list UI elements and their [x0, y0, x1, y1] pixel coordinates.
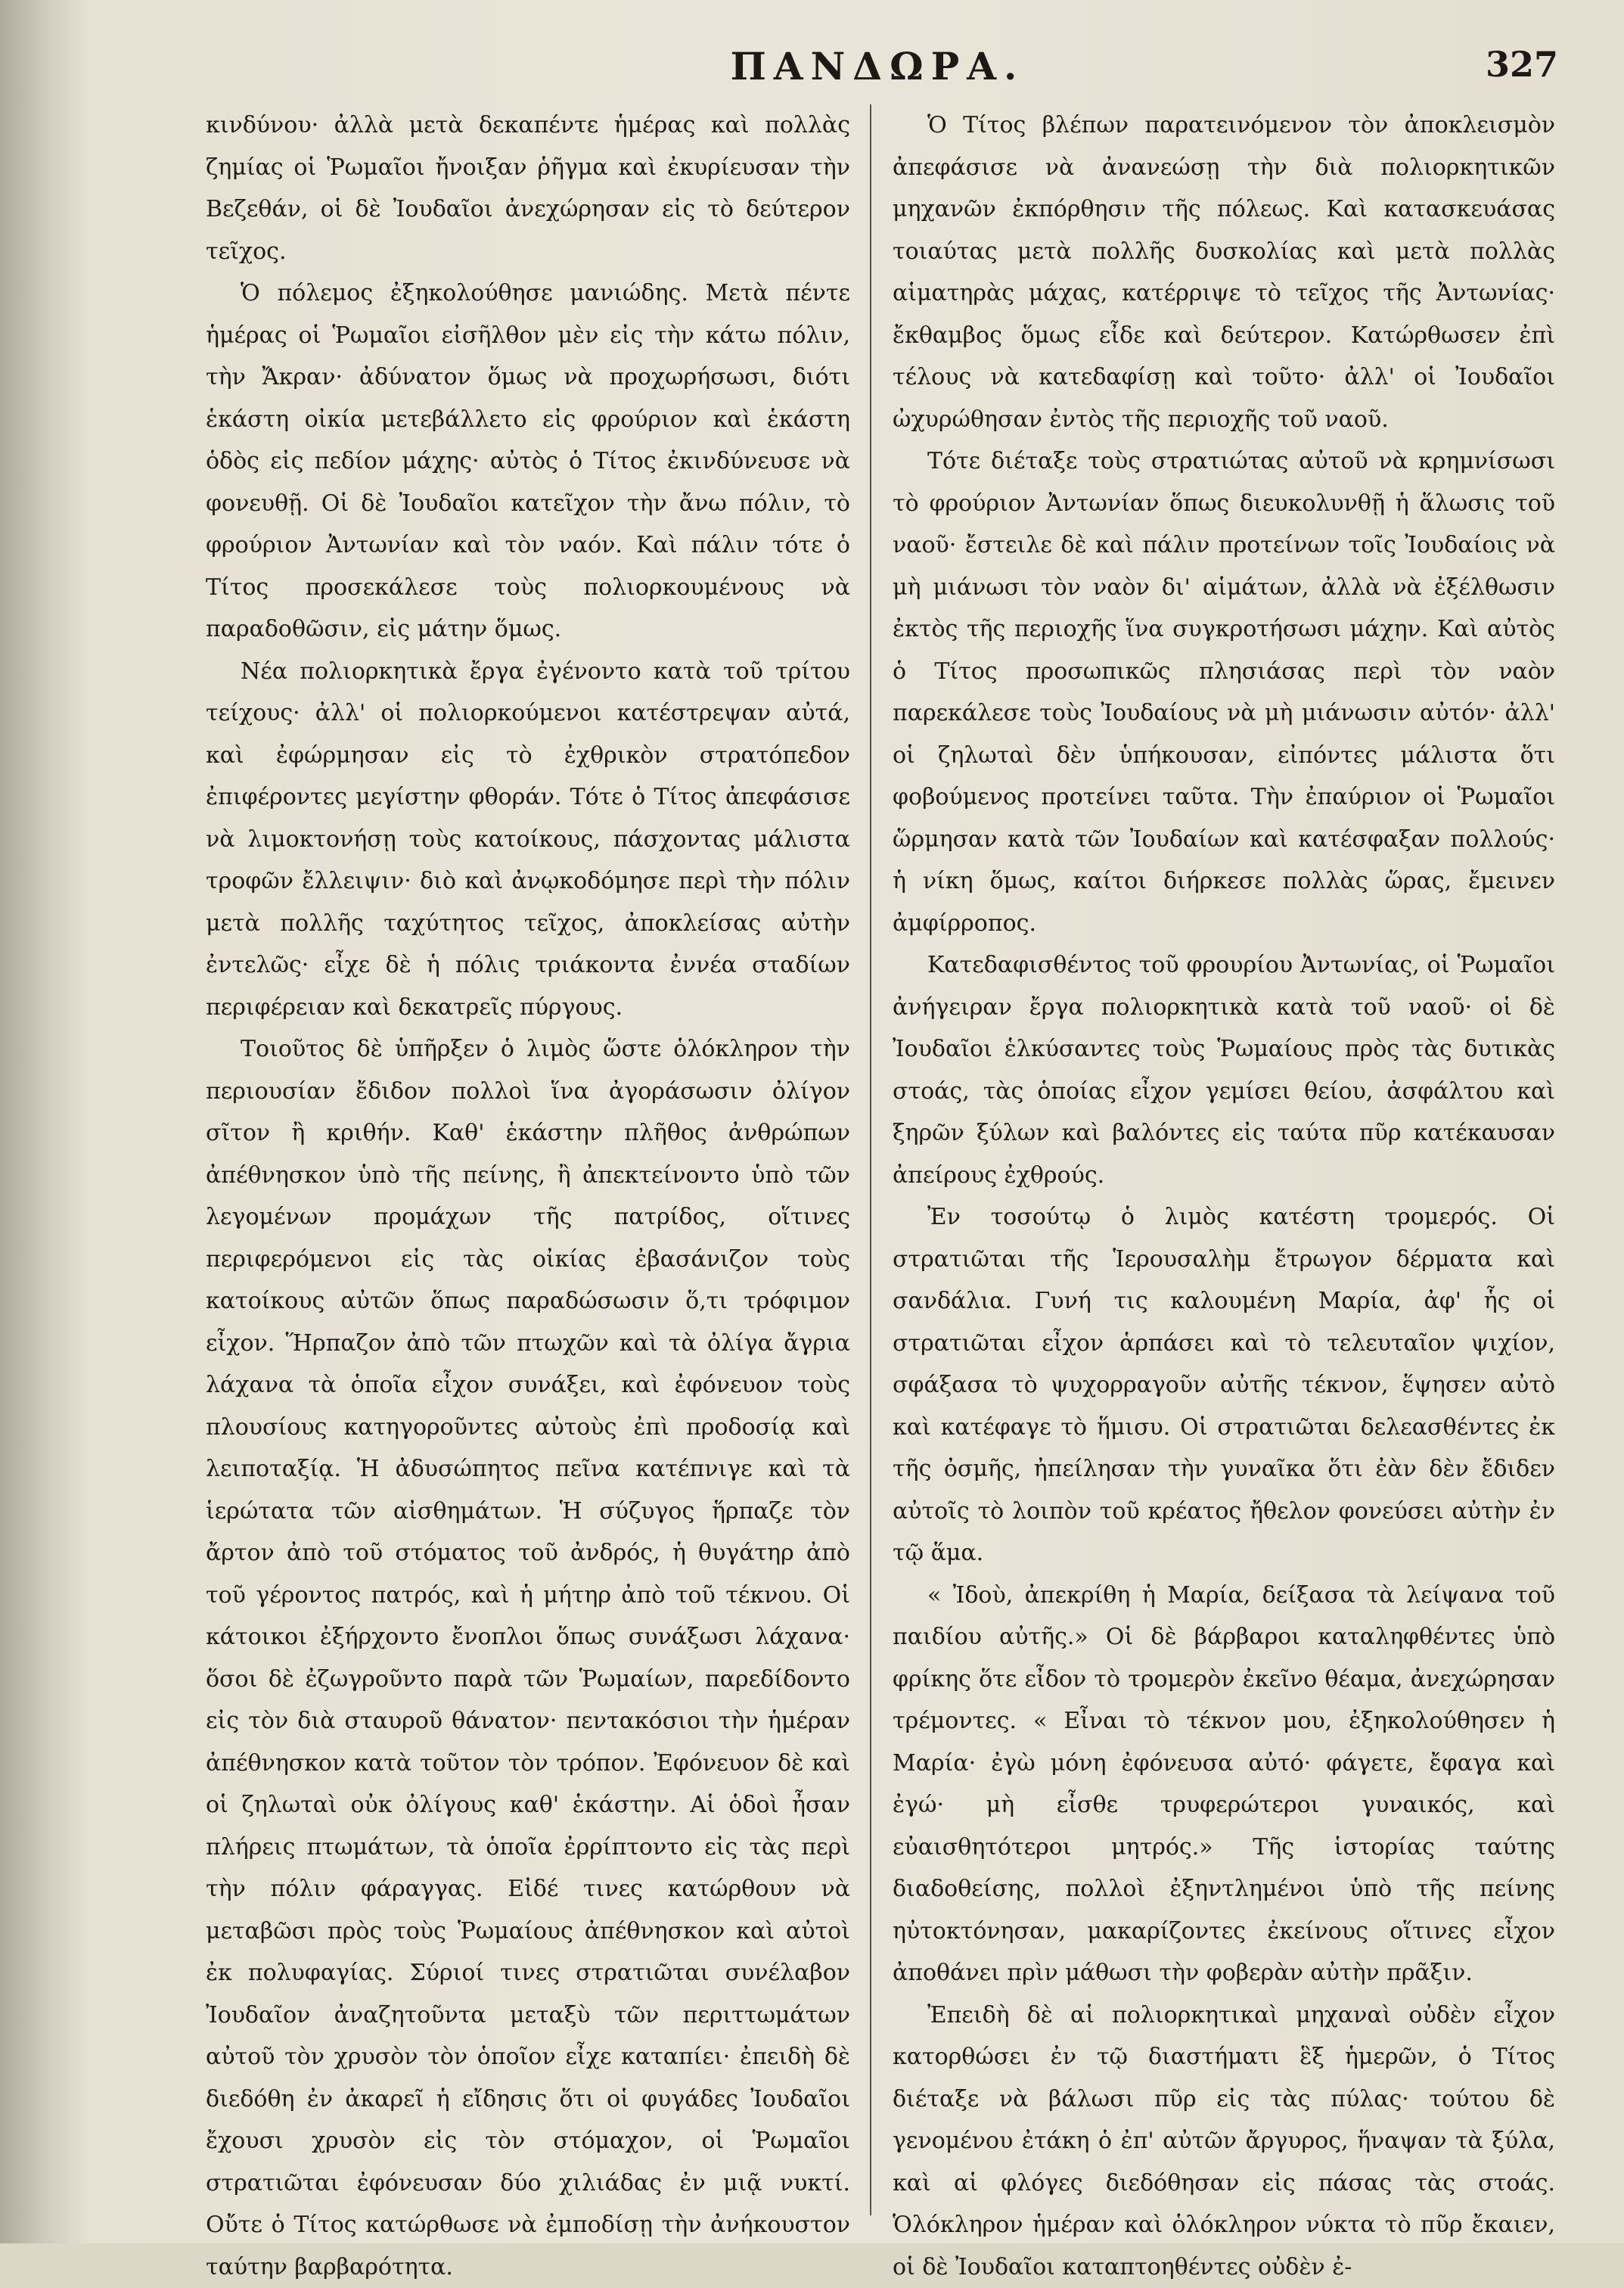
paragraph: Ἐπειδὴ δὲ αἱ πολιορκητικαὶ μηχαναὶ οὐδὲν εἶχον κατορθώσει ἐν τῷ διαστήματι ἓξ ἡμερῶν, ὁ Τίτος διέταξε νὰ βάλωσι πῦρ εἰς τὰς πύλας· τούτου δὲ γενομένου ἐτάκη ὁ ἐπ' αὐτῶν ἄργυρος, ἥναψαν τὰ ξύλα, καὶ αἱ φλόγες διεδόθησαν εἰς πάσας τὰς στοάς. Ὁλόκληρον ἡμέραν καὶ ὁλόκληρον νύκτα τὸ πῦρ ἔκαιεν, οἱ δὲ Ἰουδαῖοι καταπτοηθέντες οὐδὲν ἐ- — [893, 1994, 1555, 2288]
paragraph: κινδύνου· ἀλλὰ μετὰ δεκαπέντε ἡμέρας καὶ πολλὰς ζημίας οἱ Ῥωμαῖοι ἤνοιξαν ῥῆγμα καὶ ἐκυρίευσαν τὴν Βεζεθάν, οἱ δὲ Ἰουδαῖοι ἀνεχώρησαν εἰς τὸ δεύτερον τεῖχος. — [206, 104, 850, 272]
left-column — [206, 104, 850, 2288]
paragraph: Τοιοῦτος δὲ ὑπῆρξεν ὁ λιμὸς ὥστε ὁλόκληρον τὴν περιουσίαν ἔδιδον πολλοὶ ἵνα ἀγοράσωσιν ὀλίγον σῖτον ἢ κριθήν. Καθ' ἑκάστην πλῆθος ἀνθρώπων ἀπέθνησκον ὑπὸ τῆς πείνης, ἢ ἀπεκτείνοντο ὑπὸ τῶν λεγομένων προμάχων τῆς πατρίδος, οἵτινες περιφερόμενοι εἰς τὰς οἰκίας ἐβασάνιζον τοὺς κατοίκους αὐτῶν ὅπως παραδώσωσιν ὅ,τι τρόφιμον εἶχον. Ἥρπαζον ἀπὸ τῶν πτωχῶν καὶ τὰ ὀλίγα ἄγρια λάχανα τὰ ὁποῖα εἶχον συνάξει, καὶ ἐφόνευον τοὺς πλουσίους κατηγοροῦντες αὐτοὺς ἐπὶ προδοσίᾳ καὶ λειποταξίᾳ. Ἡ ἀδυσώπητος πεῖνα κατέπνιγε καὶ τὰ ἱερώτατα τῶν αἰσθημάτων. Ἡ σύζυγος ἥρπαζε τὸν ἄρτον ἀπὸ τοῦ στόματος τοῦ ἀνδρός, ἡ θυγάτηρ ἀπὸ τοῦ γέροντος πατρός, καὶ ἡ μήτηρ ἀπὸ τοῦ τέκνου. Οἱ κάτοικοι ἐξήρχοντο ἔνοπλοι ὅπως συνάξωσι λάχανα· ὅσοι δὲ ἐζωγροῦντο παρὰ τῶν Ῥωμαίων, παρεδίδοντο εἰς τὸν διὰ σταυροῦ θάνατον· πεντακόσιοι τὴν ἡμέραν ἀπέθνησκον κατὰ τοῦτον τὸν τρόπον. Ἐφόνευον δὲ καὶ οἱ ζηλωταὶ οὐκ ὀλίγους καθ' ἑκάστην. Αἱ ὁδοὶ ἦσαν πλήρεις πτωμάτων, τὰ ὁποῖα ἐρρίπτοντο εἰς τὰς περὶ τὴν πόλιν φάραγγας. Εἰδέ τινες κατώρθουν νὰ μεταβῶσι πρὸς τοὺς Ῥωμαίους ἀπέθνησκον καὶ αὐτοὶ ἐκ πολυφαγίας. Σύριοί τινες στρατιῶται συνέλαβον Ἰουδαῖον ἀναζητοῦντα μεταξὺ τῶν περιττωμάτων αὐτοῦ τὸν χρυσὸν τὸν ὁποῖον εἶχε καταπίει· ἐπειδὴ δὲ διεδόθη ἐν ἀκαρεῖ ἡ εἴδησις ὅτι οἱ φυγάδες Ἰουδαῖοι ἔχουσι χρυσὸν εἰς τὸν στόμαχον, οἱ Ῥωμαῖοι στρατιῶται ἐφόνευσαν δύο χιλιάδας ἐν μιᾷ νυκτί. Οὔτε ὁ Τίτος κατώρθωσε νὰ ἐμποδίσῃ τὴν ἀνήκουστον ταύτην βαρβαρότητα. — [206, 1028, 850, 2288]
running-title: ΠΑΝΔΩΡΑ. — [197, 44, 1558, 89]
right-column — [893, 104, 1555, 2288]
page-header — [197, 44, 1558, 97]
paragraph: Ὁ πόλεμος ἐξηκολούθησε μανιώδης. Μετὰ πέντε ἡμέρας οἱ Ῥωμαῖοι εἰσῆλθον μὲν εἰς τὴν κάτω πόλιν, τὴν Ἄκραν· ἀδύνατον ὅμως νὰ προχωρήσωσι, διότι ἑκάστη οἰκία μετεβάλλετο εἰς φρούριον καὶ ἑκάστη ὁδὸς εἰς πεδίον μάχης· αὐτὸς ὁ Τίτος ἐκινδύνευσε νὰ φονευθῇ. Οἱ δὲ Ἰουδαῖοι κατεῖχον τὴν ἄνω πόλιν, τὸ φρούριον Ἀντωνίαν καὶ τὸν ναόν. Καὶ πάλιν τότε ὁ Τίτος προσεκάλεσε τοὺς πολιορκουμένους νὰ παραδοθῶσιν, εἰς μάτην ὅμως. — [206, 272, 850, 651]
paragraph: Ὁ Τίτος βλέπων παρατεινόμενον τὸν ἀποκλεισμὸν ἀπεφάσισε νὰ ἀνανεώσῃ τὴν διὰ πολιορκητικῶν μηχανῶν ἐκπόρθησιν τῆς πόλεως. Καὶ κατασκευάσας τοιαύτας μετὰ πολλῆς δυσκολίας καὶ μετὰ πολλὰς αἱματηρὰς μάχας, κατέρριψε τὸ τεῖχος τῆς Ἀντωνίας· ἔκθαμβος ὅμως εἶδε καὶ δεύτερον. Κατώρθωσεν ἐπὶ τέλους νὰ κατεδαφίσῃ καὶ τοῦτο· ἀλλ' οἱ Ἰουδαῖοι ὠχυρώθησαν ἐντὸς τῆς περιοχῆς τοῦ ναοῦ. — [893, 104, 1555, 440]
page-number: 327 — [1486, 44, 1558, 85]
paragraph: Ἐν τοσούτῳ ὁ λιμὸς κατέστη τρομερός. Οἱ στρατιῶται τῆς Ἱερουσαλὴμ ἔτρωγον δέρματα καὶ σανδάλια. Γυνή τις καλουμένη Μαρία, ἀφ' ἧς οἱ στρατιῶται εἶχον ἁρπάσει καὶ τὸ τελευταῖον ψιχίον, σφάξασα τὸ ψυχορραγοῦν αὐτῆς τέκνον, ἕψησεν αὐτὸ καὶ κατέφαγε τὸ ἥμισυ. Οἱ στρατιῶται δελεασθέντες ἐκ τῆς ὀσμῆς, ἠπείλησαν τὴν γυναῖκα ὅτι ἐὰν δὲν ἔδιδεν αὐτοῖς τὸ λοιπὸν τοῦ κρέατος ἤθελον φονεύσει αὐτὴν ἐν τῷ ἅμα. — [893, 1196, 1555, 1575]
paragraph: Νέα πολιορκητικὰ ἔργα ἐγένοντο κατὰ τοῦ τρίτου τείχους· ἀλλ' οἱ πολιορκούμενοι κατέστρεψαν αὐτά, καὶ ἐφώρμησαν εἰς τὸ ἐχθρικὸν στρατόπεδον ἐπιφέροντες μεγίστην φθοράν. Τότε ὁ Τίτος ἀπεφάσισε νὰ λιμοκτονήσῃ τοὺς κατοίκους, πάσχοντας μάλιστα τροφῶν ἔλλειψιν· διὸ καὶ ἀνῳκοδόμησε περὶ τὴν πόλιν μετὰ πολλῆς ταχύτητος τεῖχος, ἀποκλείσας αὐτὴν ἐντελῶς· εἶχε δὲ ἡ πόλις τριάκοντα ἐννέα σταδίων περιφέρειαν καὶ δεκατρεῖς πύργους. — [206, 651, 850, 1029]
paragraph: Κατεδαφισθέντος τοῦ φρουρίου Ἀντωνίας, οἱ Ῥωμαῖοι ἀνήγειραν ἔργα πολιορκητικὰ κατὰ τοῦ ναοῦ· οἱ δὲ Ἰουδαῖοι ἑλκύσαντες τοὺς Ῥωμαίους πρὸς τὰς δυτικὰς στοάς, τὰς ὁποίας εἶχον γεμίσει θείου, ἀσφάλτου καὶ ξηρῶν ξύλων καὶ βαλόντες εἰς ταύτα πῦρ κατέκαυσαν ἀπείρους ἐχθρούς. — [893, 944, 1555, 1196]
binding-shadow — [0, 0, 91, 2243]
paragraph: « Ἰδοὺ, ἀπεκρίθη ἡ Μαρία, δείξασα τὰ λείψανα τοῦ παιδίου αὐτῆς.» Οἱ δὲ βάρβαροι καταληφθέντες ὑπὸ φρίκης ὅτε εἶδον τὸ τρομερὸν ἐκεῖνο θέαμα, ἀνεχώρησαν τρέμοντες. « Εἶναι τὸ τέκνον μου, ἐξηκολούθησεν ἡ Μαρία· ἐγὼ μόνη ἐφόνευσα αὐτό· φάγετε, ἔφαγα καὶ ἐγώ· μὴ εἶσθε τρυφερώτεροι γυναικός, καὶ εὐαισθητότεροι μητρός.» Τῆς ἱστορίας ταύτης διαδοθείσης, πολλοὶ ἐξηντλημένοι ὑπὸ τῆς πείνης ηὐτοκτόνησαν, μακαρίζοντες ἐκείνους οἵτινες εἶχον ἀποθάνει πρὶν μάθωσι τὴν φοβερὰν αὐτὴν πρᾶξιν. — [893, 1575, 1555, 1994]
column-divider — [870, 104, 871, 2215]
paragraph: Τότε διέταξε τοὺς στρατιώτας αὐτοῦ νὰ κρημνίσωσι τὸ φρούριον Ἀντωνίαν ὅπως διευκολυνθῇ ἡ ἅλωσις τοῦ ναοῦ· ἔστειλε δὲ καὶ πάλιν προτείνων τοῖς Ἰουδαίοις νὰ μὴ μιάνωσι τὸν ναὸν δι' αἱμάτων, ἀλλὰ νὰ ἐξέλθωσιν ἐκτὸς τῆς περιοχῆς ἵνα συγκροτήσωσι μάχην. Καὶ αὐτὸς ὁ Τίτος προσωπικῶς πλησιάσας περὶ τὸν ναὸν παρεκάλεσε τοὺς Ἰουδαίους νὰ μὴ μιάνωσιν αὐτόν· ἀλλ' οἱ ζηλωταὶ δὲν ὑπήκουσαν, εἰπόντες μάλιστα ὅτι φοβούμενος προτείνει ταῦτα. Τὴν ἐπαύριον οἱ Ῥωμαῖοι ὥρμησαν κατὰ τῶν Ἰουδαίων καὶ κατέσφαξαν πολλούς· ἡ νίκη ὅμως, καίτοι διήρκεσε πολλὰς ὥρας, ἔμεινεν ἀμφίρροπος. — [893, 440, 1555, 944]
